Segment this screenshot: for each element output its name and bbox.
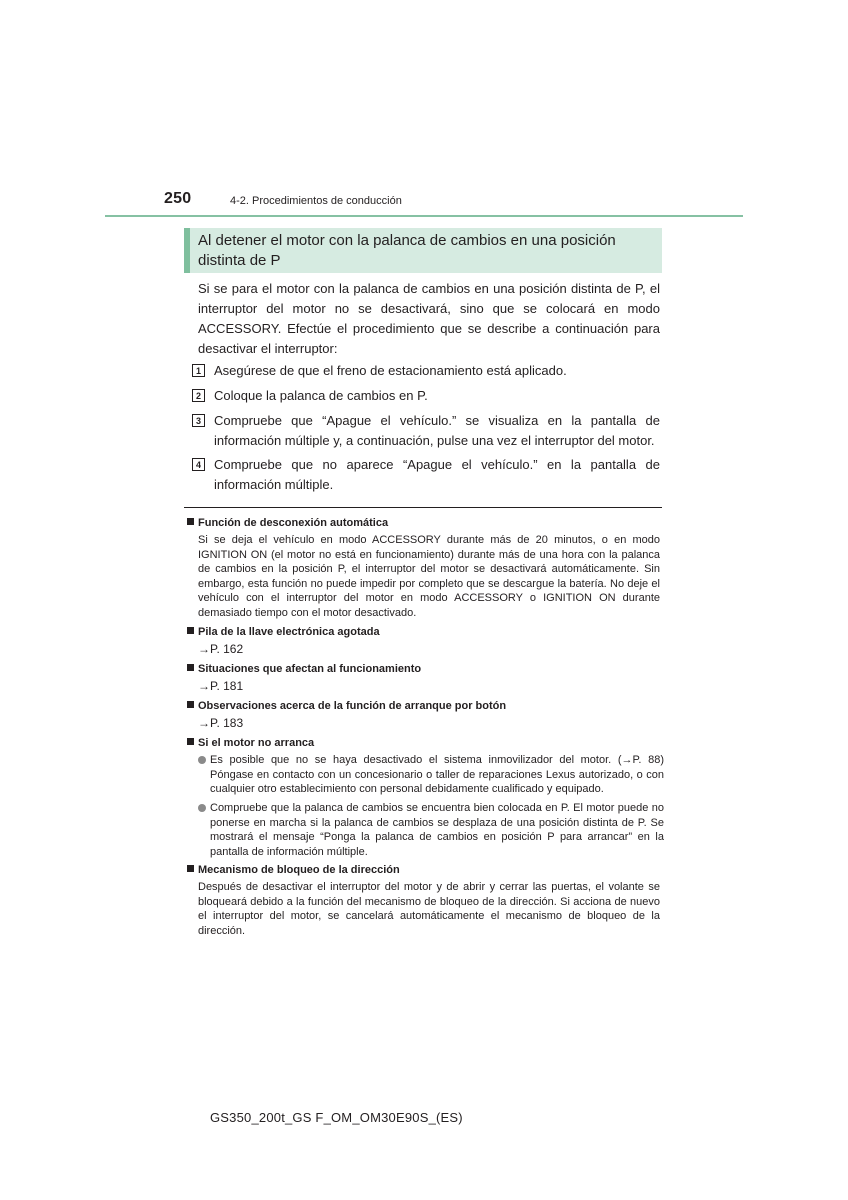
step-3 [192, 411, 660, 451]
note-heading-text: Pila de la llave electrónica agotada [198, 626, 380, 638]
circle-bullet-icon [198, 804, 206, 812]
step-number: 3 [192, 414, 205, 427]
note-heading-text: Observaciones acerca de la función de arranque por botón [198, 700, 507, 712]
circle-bullet-icon [198, 756, 206, 764]
note-heading-text: Si el motor no arranca [198, 737, 315, 749]
note-heading-auto-off [187, 516, 388, 530]
square-bullet-icon [187, 518, 194, 525]
note-heading-key-battery [187, 625, 380, 639]
page-reference: →P. 162 [198, 642, 244, 656]
note-heading-push-start [187, 699, 506, 713]
square-bullet-icon [187, 865, 194, 872]
bullet-item [198, 753, 664, 797]
bullet-item [198, 801, 664, 859]
square-bullet-icon [187, 738, 194, 745]
section-reference: 4-2. Procedimientos de conducción [230, 195, 402, 207]
bullet-text: Compruebe que la palanca de cambios se encuentra bien colocada en P. El motor puede no ponerse en marcha si la palanca de cambios se desplaza de una posición distinta de P. Se mostrará el mensaje “Ponga la palanca de cambios en posición P para arrancar” en la pantalla de información múltiple. [210, 802, 664, 858]
page-reference: →P. 183 [198, 716, 244, 730]
page-number: 250 [164, 190, 192, 207]
step-number: 1 [192, 364, 205, 377]
note-body-auto-off: Si se deja el vehículo en modo ACCESSORY durante más de 20 minutos, o en modo IGNITION ON (el motor no está en funcionamiento) durante más de una hora con la palanca de cambios en la posición P, el interruptor del motor se desactivará automáticamente. Sin embargo, esta función no puede impedir por completo que se descargue la batería. No deje el vehículo con el interruptor del motor en modo ACCESSORY o IGNITION ON durante demasiado tiempo con el motor desactivado. [198, 534, 660, 619]
note-heading-conditions [187, 662, 421, 676]
header-divider [105, 215, 743, 217]
step-4 [192, 455, 660, 495]
note-body-steering-lock: Después de desactivar el interruptor del motor y de abrir y cerrar las puertas, el volante se bloqueará debido a la función del mecanismo de bloqueo de la dirección. Si acciona de nuevo el interruptor del motor, se cancelará automáticamente el mecanismo de bloqueo de la dirección. [198, 881, 660, 937]
step-number: 4 [192, 458, 205, 471]
step-2 [192, 386, 660, 406]
intro-paragraph: Si se para el motor con la palanca de cambios en una posición distinta de P, el interruptor del motor no se desactivará, sino que se colocará en modo ACCESSORY. Efectúe el procedimiento que se describe a continuación para desactivar el interruptor: [198, 281, 660, 356]
square-bullet-icon [187, 701, 194, 708]
note-heading-steering-lock [187, 863, 400, 877]
page-reference: →P. 181 [198, 679, 244, 693]
document-footer: GS350_200t_GS F_OM_OM30E90S_(ES) [210, 1110, 463, 1125]
step-text: Compruebe que “Apague el vehículo.” se visualiza en la pantalla de información múltiple y, a continuación, pulse una vez el interruptor del motor. [214, 413, 660, 448]
note-heading-text: Función de desconexión automática [198, 517, 389, 529]
step-text: Compruebe que no aparece “Apague el vehículo.” en la pantalla de información múltiple. [214, 457, 660, 492]
square-bullet-icon [187, 664, 194, 671]
step-text: Asegúrese de que el freno de estacionamiento está aplicado. [214, 363, 567, 378]
note-heading-no-start [187, 736, 314, 750]
note-heading-text: Mecanismo de bloqueo de la dirección [198, 864, 400, 876]
notes-divider [184, 507, 662, 508]
step-number: 2 [192, 389, 205, 402]
step-1 [192, 361, 660, 381]
step-text: Coloque la palanca de cambios en P. [214, 388, 428, 403]
square-bullet-icon [187, 627, 194, 634]
note-heading-text: Situaciones que afectan al funcionamiento [198, 663, 422, 675]
section-title: Al detener el motor con la palanca de cambios en una posición distinta de P [184, 228, 662, 273]
bullet-text: Es posible que no se haya desactivado el sistema inmovilizador del motor. (→P. 88) Póngase en contacto con un concesionario o taller de reparaciones Lexus autorizado, o con cualquier otro establecimiento con personal debidamente cualificado y equipado. [210, 754, 664, 795]
